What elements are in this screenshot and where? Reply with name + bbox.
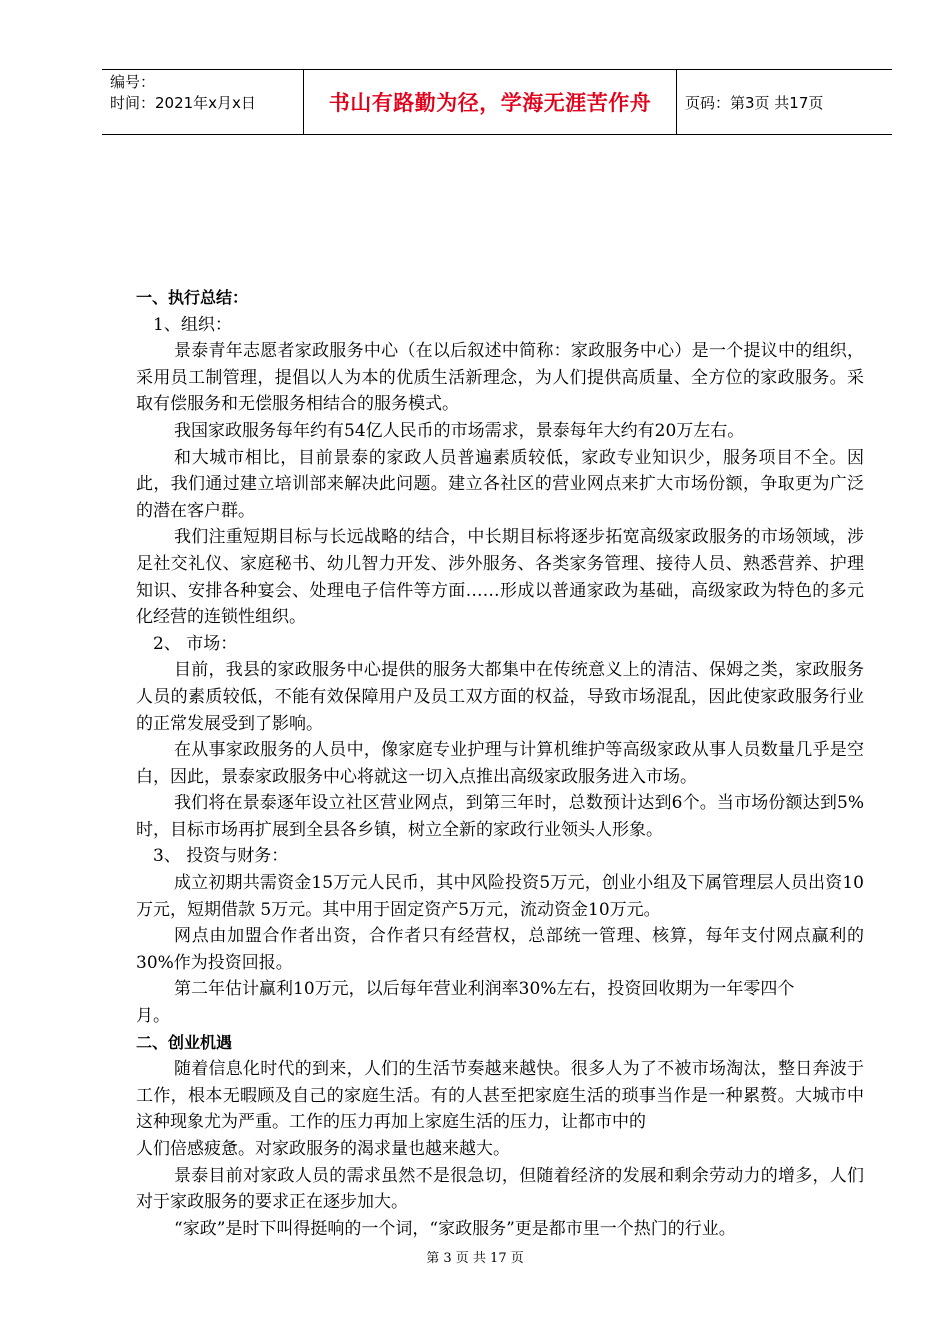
paragraph: 随着信息化时代的到来，人们的生活节奏越来越快。很多人为了不被市场淘汰，整日奔波于工作，根本无暇顾及自己的家庭生活。有的人甚至把家庭生活的琐事当作是一种累赘。大城市中这种现象尤为严重。工作的压力再加上家庭生活的压力，让都市中的 [136, 1059, 864, 1133]
paragraph: 目前，我县的家政服务中心提供的服务大都集中在传统意义上的清洁、保姆之类，家政服务人员的素质较低，不能有效保障用户及员工双方面的权益，导致市场混乱，因此使家政服务行业的正常发展受到了影响。 [136, 660, 864, 734]
section-title-opportunity: 二、创业机遇 [136, 1032, 233, 1052]
header-info-cell [102, 70, 304, 134]
page-header [102, 69, 892, 135]
document-body [136, 285, 864, 1242]
paragraph-continuation: 月。 [136, 1006, 170, 1027]
paragraph: 景泰目前对家政人员的需求虽然不是很急切，但随着经济的发展和剩余劳动力的增多，人们对于家政服务的要求正在逐步加大。 [136, 1165, 864, 1213]
paragraph: 我国家政服务每年约有54亿人民币的市场需求，景泰每年大约有20万左右。 [174, 420, 745, 441]
header-motto: 书山有路勤为径，学海无涯苦作舟 [304, 70, 677, 134]
subsection-title-finance: 3、 投资与财务： [153, 846, 289, 867]
paragraph: 网点由加盟合作者出资，合作者只有经营权，总部统一管理、核算，每年支付网点赢利的30%作为投资回报。 [136, 926, 864, 973]
header-page-label: 页码：第3页 共17页 [685, 93, 824, 112]
paragraph-continuation: 人们倍感疲惫。对家政服务的渴求量也越来越大。 [136, 1139, 510, 1159]
paragraph: 成立初期共需资金15万元人民币，其中风险投资5万元，创业小组及下属管理层人员出资10万元，短期借款 5万元。其中用于固定资产5万元，流动资金10万元。 [136, 873, 864, 920]
header-number-label: 编号： [110, 73, 156, 91]
subsection-title-organization: 1、组织： [153, 314, 232, 335]
page-footer: 第 3 页 共 17 页 [426, 1251, 524, 1266]
paragraph: 景泰青年志愿者家政服务中心（在以后叙述中简称：家政服务中心）是一个提议中的组织，采用员工制管理，提倡以人为本的优质生活新理念，为人们提供高质量、全方位的家政服务。采取有偿服务和无偿服务相结合的服务模式。 [136, 341, 864, 415]
paragraph: 第二年估计赢利10万元，以后每年营业利润率30%左右，投资回收期为一年零四个 [174, 979, 795, 1000]
section-title-summary: 一、执行总结： [136, 288, 249, 307]
paragraph: 我们将在景泰逐年设立社区营业网点，到第三年时，总数预计达到6个。当市场份额达到5%时，目标市场再扩展到全县各乡镇，树立全新的家政行业领头人形象。 [136, 793, 864, 840]
paragraph: 我们注重短期目标与长远战略的结合，中长期目标将逐步拓宽高级家政服务的市场领域，涉足社交礼仪、家庭秘书、幼儿智力开发、涉外服务、各类家务管理、接待人员、熟悉营养、护理知识、安排各种宴会、处理电子信件等方面……形成以普通家政为基础，高级家政为特色的多元化经营的连锁性组织。 [136, 527, 864, 628]
subsection-title-market: 2、 市场： [153, 633, 238, 654]
paragraph: “家政”是时下叫得挺响的一个词，“家政服务”更是都市里一个热门的行业。 [174, 1218, 736, 1239]
paragraph: 和大城市相比，目前景泰的家政人员普遍素质较低，家政专业知识少，服务项目不全。因此，我们通过建立培训部来解决此问题。建立各社区的营业网点来扩大市场份额，争取更为广泛的潜在客户群。 [136, 447, 864, 521]
header-time-label: 时间：2021年x月x日 [110, 94, 256, 112]
paragraph: 在从事家政服务的人员中，像家庭专业护理与计算机维护等高级家政从事人员数量几乎是空白，因此，景泰家政服务中心将就这一切入点推出高级家政服务进入市场。 [136, 740, 864, 787]
